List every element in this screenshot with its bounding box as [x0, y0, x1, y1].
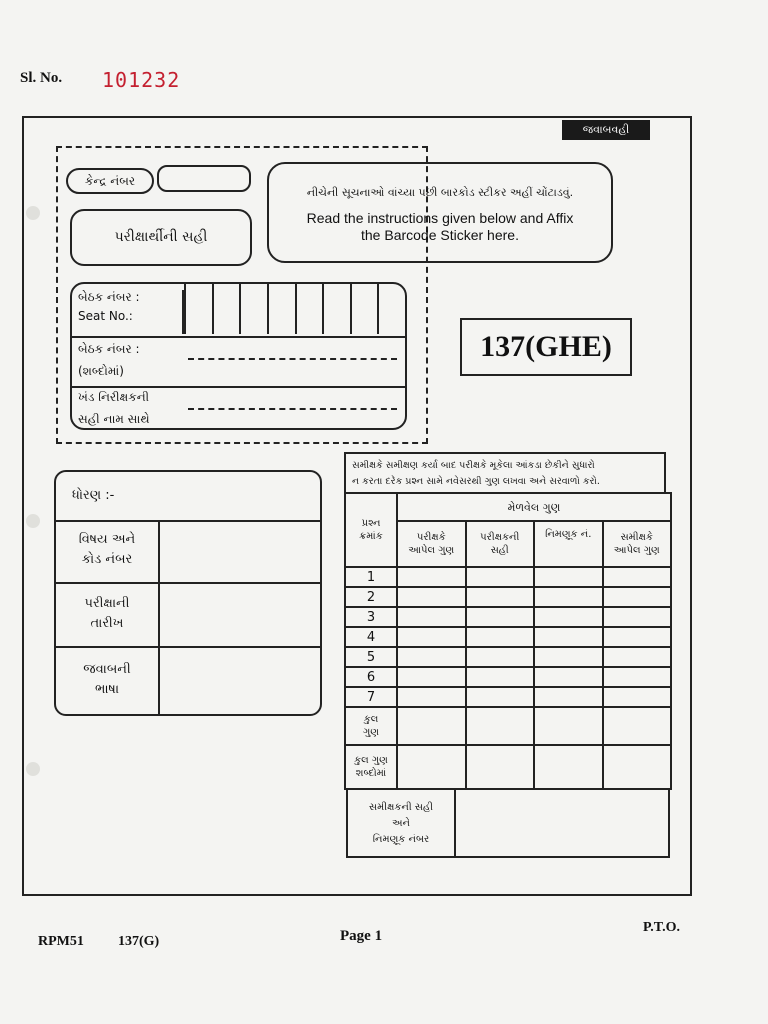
mark-cell[interactable] [397, 745, 466, 789]
mark-cell[interactable] [603, 567, 672, 587]
mark-cell[interactable] [534, 667, 603, 687]
marks-table [344, 492, 672, 786]
footer-paper-code: 137(G) [118, 934, 160, 949]
table-row [345, 567, 671, 587]
subject-label-line1: વિષય અને [78, 532, 136, 547]
standard-label: ધોરણ :- [72, 488, 115, 503]
language-label-line2: ભાષા [94, 682, 120, 697]
seat-number-label-en: Seat No.: [78, 309, 133, 323]
reviewer-signature-field[interactable] [456, 790, 668, 856]
date-label-line2: તારીખ [90, 616, 124, 631]
mark-cell[interactable] [466, 627, 535, 647]
subject-row[interactable] [56, 520, 320, 584]
total-words-line2: શબ્દોમાં [355, 768, 387, 779]
digit-box[interactable] [239, 284, 267, 334]
mark-cell[interactable] [534, 627, 603, 647]
question-number: 5 [345, 647, 397, 667]
digit-box[interactable] [184, 284, 212, 334]
standard-row[interactable] [56, 472, 320, 522]
seat-number-row [72, 284, 405, 338]
please-turn-over: P.T.O. [643, 920, 680, 935]
mark-cell[interactable] [466, 667, 535, 687]
total-words-line1: કુલ ગુણ [354, 755, 388, 766]
col2-line2: સહી [490, 545, 509, 556]
total-label [345, 707, 397, 745]
mark-cell[interactable] [534, 607, 603, 627]
appointment-number-header: નિમણૂક નં. [534, 521, 603, 567]
serial-number: 101232 [102, 68, 181, 92]
reviewer-marks-header [603, 521, 672, 567]
table-row [345, 627, 671, 647]
examiner-note-line1: સમીક્ષકે સમીક્ષણ કર્યા બાદ પરીક્ષકે મૂકેલા આંકડા છેકીને સુધારો [352, 460, 595, 471]
supervisor-label-line2: સહી નામ સાથે [78, 412, 150, 426]
exam-date-row[interactable] [56, 582, 320, 648]
mark-cell[interactable] [466, 607, 535, 627]
digit-box[interactable] [377, 284, 405, 334]
mark-cell[interactable] [603, 587, 672, 607]
col1-line2: આપેલ ગુણ [408, 545, 455, 556]
mark-cell[interactable] [397, 587, 466, 607]
digit-box[interactable] [322, 284, 350, 334]
digit-box[interactable] [212, 284, 240, 334]
mark-cell[interactable] [466, 707, 535, 745]
col4-line1: સમીક્ષકે [620, 532, 653, 543]
reviewer-signature-label [348, 790, 456, 856]
reviewer-signature-block [346, 788, 670, 858]
mark-cell[interactable] [466, 587, 535, 607]
mark-cell[interactable] [603, 667, 672, 687]
mark-cell[interactable] [466, 745, 535, 789]
serial-label: Sl. No. [20, 70, 63, 86]
col1-line1: પરીક્ષકે [416, 532, 446, 543]
question-number: 1 [345, 567, 397, 587]
examiner-note [344, 452, 666, 492]
marks-obtained-header: મેળવેલ ગુણ [397, 493, 671, 521]
mark-cell[interactable] [397, 627, 466, 647]
reviewer-line2: અને [392, 818, 410, 829]
question-number: 2 [345, 587, 397, 607]
mark-cell[interactable] [397, 687, 466, 707]
mark-cell[interactable] [534, 687, 603, 707]
total-label-line2: ગુણ [362, 727, 380, 738]
total-marks-row [345, 707, 671, 745]
mark-cell[interactable] [534, 647, 603, 667]
table-row [345, 687, 671, 707]
table-row [345, 647, 671, 667]
seat-words-label-line1: બેઠક નંબર : [78, 342, 140, 356]
total-in-words-row [345, 745, 671, 789]
mark-cell[interactable] [534, 745, 603, 789]
question-number: 6 [345, 667, 397, 687]
mark-cell[interactable] [397, 647, 466, 667]
examiner-signature-header [466, 521, 535, 567]
question-number: 7 [345, 687, 397, 707]
center-number-label: કેન્દ્ર નંબર [66, 168, 154, 194]
mark-cell[interactable] [534, 587, 603, 607]
mark-cell[interactable] [603, 707, 672, 745]
total-label-line1: કુલ [363, 714, 379, 725]
subject-code-box: 137(GHE) [460, 318, 632, 376]
digit-box[interactable] [267, 284, 295, 334]
mark-cell[interactable] [397, 607, 466, 627]
mark-cell[interactable] [603, 745, 672, 789]
seat-number-digit-boxes[interactable] [184, 284, 405, 334]
table-row [345, 667, 671, 687]
total-words-label [345, 745, 397, 789]
supervisor-label-line1: ખંડ નિરીક્ષકની [78, 390, 150, 404]
question-number: 4 [345, 627, 397, 647]
answer-language-row[interactable] [56, 646, 320, 716]
supervisor-signature-row[interactable] [72, 386, 405, 430]
col2-line1: પરીક્ષકની [480, 532, 520, 543]
candidate-signature-field[interactable]: પરીક્ષાર્થીની સહી [70, 209, 252, 266]
table-row [345, 607, 671, 627]
mark-cell[interactable] [397, 667, 466, 687]
instructions-gujarati: નીચેની સૂચનાઓ વાંચ્યા પછી બારકોડ સ્ટીકર અહીં ચોંટાડવું. [306, 186, 574, 199]
mark-cell[interactable] [466, 567, 535, 587]
mark-cell[interactable] [603, 647, 672, 667]
reviewer-line3: નિમણૂક નંબર [372, 834, 430, 845]
date-label-line1: પરીક્ષાની [84, 596, 130, 611]
footer-code: RPM51 [38, 934, 84, 949]
seat-number-label-gu: બેઠક નંબર : [78, 290, 140, 304]
question-header-line1: પ્રશ્ન [361, 518, 381, 529]
mark-cell[interactable] [603, 627, 672, 647]
dashed-write-line [188, 408, 397, 410]
seat-number-block [70, 282, 407, 430]
instructions-english-line1: Read the instructions given below and Affix [306, 210, 574, 226]
examiner-marks-header [397, 521, 466, 567]
dashed-write-line [188, 358, 397, 360]
instructions-english-line2: the Barcode Sticker here. [361, 227, 519, 243]
question-number: 3 [345, 607, 397, 627]
barcode-instructions [267, 162, 613, 263]
mark-cell[interactable] [603, 607, 672, 627]
mark-cell[interactable] [466, 687, 535, 707]
language-label-line1: જવાબની [83, 662, 131, 677]
exam-info-block [54, 470, 322, 716]
digit-box[interactable] [350, 284, 378, 334]
table-row [345, 587, 671, 607]
mark-cell[interactable] [534, 567, 603, 587]
question-header-line2: ક્રમાંક [359, 531, 383, 542]
col4-line2: આપેલ ગુણ [613, 545, 660, 556]
mark-cell[interactable] [466, 647, 535, 667]
center-number-field[interactable] [157, 165, 251, 192]
subject-label-line2: કોડ નંબર [81, 552, 133, 567]
question-number-header [345, 493, 397, 567]
mark-cell[interactable] [603, 687, 672, 707]
mark-cell[interactable] [397, 567, 466, 587]
examiner-note-line2: ન કરતા દરેક પ્રશ્ન સામે નવેસરથી ગુણ લખવા અને સરવાળો કરો. [352, 476, 600, 487]
mark-cell[interactable] [534, 707, 603, 745]
reviewer-line1: સમીક્ષકની સહી [369, 802, 433, 813]
mark-cell[interactable] [397, 707, 466, 745]
digit-box[interactable] [295, 284, 323, 334]
answer-book-tag: જવાબવહી [562, 120, 650, 140]
seat-words-label-line2: (શબ્દોમાં) [78, 364, 124, 378]
page-number: Page 1 [340, 928, 383, 944]
seat-number-words-row[interactable] [72, 336, 405, 388]
